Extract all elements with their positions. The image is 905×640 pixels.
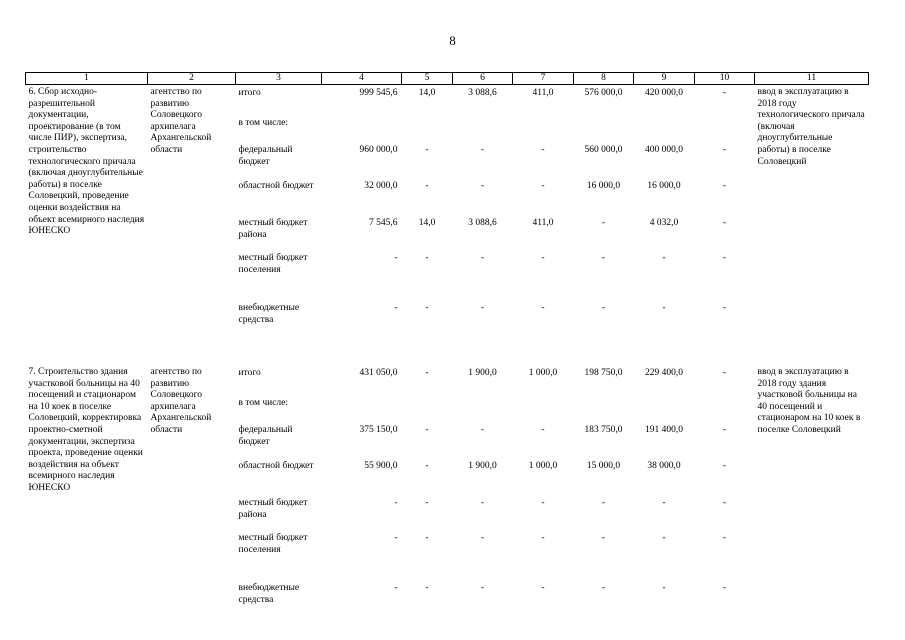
amount-cell: -: [394, 533, 398, 543]
funding-source: местный бюджет района: [238, 498, 308, 520]
amount-cell: -: [394, 498, 398, 508]
amount-cell: 16 000,0: [647, 181, 681, 191]
amount-cell: 999 545,6: [359, 88, 398, 98]
amount-cell: -: [722, 368, 727, 378]
amount-cell: -: [541, 533, 545, 543]
amount-cell: -: [480, 181, 485, 191]
amount-cell: -: [394, 303, 398, 313]
funding-source: местный бюджет поселения: [238, 533, 308, 555]
table-row: [26, 85, 869, 344]
column-number: 11: [755, 73, 869, 85]
amount-cell: [574, 395, 634, 422]
amount-cell: 1 000,0: [528, 461, 558, 471]
amount-cell: 375 150,0: [359, 425, 398, 435]
column-number: 9: [634, 73, 695, 85]
amount-cell: -: [480, 145, 485, 155]
amount-cell: -: [541, 145, 545, 155]
amount-cell: 14,0: [418, 218, 436, 228]
amount-cell: 7 545,6: [369, 218, 398, 228]
funding-source: федеральный бюджет: [238, 145, 293, 167]
amount-cell: -: [425, 181, 429, 191]
activity-name: 6. Сбор исходно-разрешительной документации, проектирование (в том числе ПИР), экспертиза, строительство технологического причала (включая дноуглубительные работы) в поселке Соловецкий, проведение оценки воздействия на объект всемирного наследия ЮНЕСКО: [28, 87, 145, 237]
amount-cell: 229 400,0: [645, 368, 683, 378]
amount-cell: 3 088,6: [468, 88, 497, 98]
amount-cell: 3 088,6: [468, 218, 497, 228]
amount-cell: -: [601, 253, 606, 263]
amount-cell: -: [662, 498, 666, 508]
amount-cell: 411,0: [532, 218, 554, 228]
funding-source: итого: [238, 88, 261, 98]
column-number: 8: [574, 73, 634, 85]
amount-cell: -: [480, 253, 485, 263]
amount-cell: -: [722, 145, 727, 155]
amount-cell: -: [425, 425, 429, 435]
amount-cell: 420 000,0: [645, 88, 683, 98]
amount-cell: -: [662, 303, 666, 313]
amount-cell: -: [722, 253, 727, 263]
amount-cell: -: [722, 218, 727, 228]
amount-cell: [322, 115, 402, 142]
amount-cell: -: [425, 303, 429, 313]
amount-cell: -: [601, 218, 606, 228]
amount-cell: -: [541, 583, 545, 593]
amount-cell: 400 000,0: [645, 145, 683, 155]
amount-cell: -: [541, 253, 545, 263]
amount-cell: 576 000,0: [584, 88, 623, 98]
amount-cell: 198 750,0: [584, 368, 623, 378]
program-table: [25, 72, 869, 623]
funding-source: в том числе:: [238, 118, 289, 128]
amount-cell: [695, 395, 755, 422]
column-number: 2: [148, 73, 236, 85]
amount-cell: -: [601, 533, 606, 543]
funding-source: местный бюджет района: [238, 218, 308, 240]
amount-cell: -: [662, 533, 666, 543]
amount-cell: 14,0: [418, 88, 436, 98]
amount-cell: [402, 115, 453, 142]
amount-cell: -: [722, 425, 727, 435]
amount-cell: 16 000,0: [586, 181, 621, 191]
amount-cell: -: [722, 181, 727, 191]
column-number-row: [26, 73, 869, 85]
amount-cell: 1 000,0: [528, 368, 558, 378]
page-number: 8: [449, 33, 456, 48]
amount-cell: -: [541, 498, 545, 508]
funding-source: областной бюджет: [238, 181, 314, 191]
column-number: 1: [26, 73, 148, 85]
amount-cell: [513, 115, 574, 142]
amount-cell: -: [425, 498, 429, 508]
amount-cell: -: [425, 583, 429, 593]
funding-source: федеральный бюджет: [238, 425, 293, 447]
amount-cell: [453, 395, 513, 422]
amount-cell: -: [722, 533, 727, 543]
amount-cell: -: [480, 425, 485, 435]
amount-cell: -: [394, 583, 398, 593]
amount-cell: -: [601, 498, 606, 508]
amount-cell: 38 000,0: [647, 461, 681, 471]
expected-result: ввод в эксплуатацию в 2018 году технологического причала (включая дноуглубительные работы) в поселке Соловецкий: [757, 87, 865, 167]
funding-source: внебюджетные средства: [238, 583, 300, 605]
amount-cell: -: [425, 145, 429, 155]
executor: агентство по развитию Соловецкого архипелага Архангельской области: [150, 87, 212, 155]
amount-cell: -: [601, 303, 606, 313]
amount-cell: -: [541, 303, 545, 313]
executor: агентство по развитию Соловецкого архипелага Архангельской области: [150, 367, 212, 435]
amount-cell: [634, 395, 695, 422]
amount-cell: -: [541, 425, 545, 435]
amount-cell: 960 000,0: [359, 145, 398, 155]
table-row: [26, 365, 869, 623]
amount-cell: [453, 115, 513, 142]
amount-cell: 411,0: [532, 88, 554, 98]
amount-cell: -: [601, 583, 606, 593]
funding-source: в том числе:: [238, 398, 289, 408]
column-number: 4: [322, 73, 402, 85]
amount-cell: -: [480, 533, 485, 543]
amount-cell: [695, 115, 755, 142]
funding-source: местный бюджет поселения: [238, 253, 308, 275]
amount-cell: -: [425, 253, 429, 263]
funding-source: областной бюджет: [238, 461, 314, 471]
funding-source: итого: [238, 368, 261, 378]
amount-cell: -: [662, 583, 666, 593]
column-number: 7: [513, 73, 574, 85]
amount-cell: 1 900,0: [468, 368, 497, 378]
amount-cell: -: [480, 303, 485, 313]
amount-cell: [322, 395, 402, 422]
amount-cell: 55 900,0: [364, 461, 398, 471]
amount-cell: -: [722, 461, 727, 471]
column-number: 5: [402, 73, 453, 85]
amount-cell: [574, 115, 634, 142]
amount-cell: -: [394, 253, 398, 263]
amount-cell: -: [541, 181, 545, 191]
amount-cell: -: [722, 303, 727, 313]
column-number: 3: [236, 73, 322, 85]
amount-cell: -: [425, 368, 429, 378]
amount-cell: 15 000,0: [586, 461, 621, 471]
amount-cell: 1 900,0: [468, 461, 497, 471]
amount-cell: -: [425, 461, 429, 471]
activity-name: 7. Строительство здания участковой больницы на 40 посещений и стационаром на 10 коек в поселке Соловецкий, корректировка проектно-сметной документации, экспертиза проекта, проведение оценки воздействия на объект всемирного наследия ЮНЕСКО: [28, 367, 143, 493]
amount-cell: 183 750,0: [584, 425, 623, 435]
amount-cell: -: [425, 533, 429, 543]
amount-cell: [513, 395, 574, 422]
expected-result: ввод в эксплуатацию в 2018 году здания участковой больницы на 40 посещений и стационаром на 10 коек в поселке Соловецкий: [757, 367, 861, 435]
amount-cell: -: [722, 583, 727, 593]
funding-source: внебюджетные средства: [238, 303, 300, 325]
amount-cell: -: [480, 498, 485, 508]
amount-cell: -: [480, 583, 485, 593]
amount-cell: 32 000,0: [364, 181, 398, 191]
amount-cell: 431 050,0: [359, 368, 398, 378]
column-number: 6: [453, 73, 513, 85]
amount-cell: -: [722, 88, 727, 98]
amount-cell: -: [662, 253, 666, 263]
amount-cell: 4 032,0: [649, 218, 679, 228]
amount-cell: 191 400,0: [645, 425, 683, 435]
row-spacer: [26, 343, 869, 365]
column-number: 10: [695, 73, 755, 85]
amount-cell: [402, 395, 453, 422]
amount-cell: [634, 115, 695, 142]
amount-cell: -: [722, 498, 727, 508]
amount-cell: 560 000,0: [584, 145, 623, 155]
